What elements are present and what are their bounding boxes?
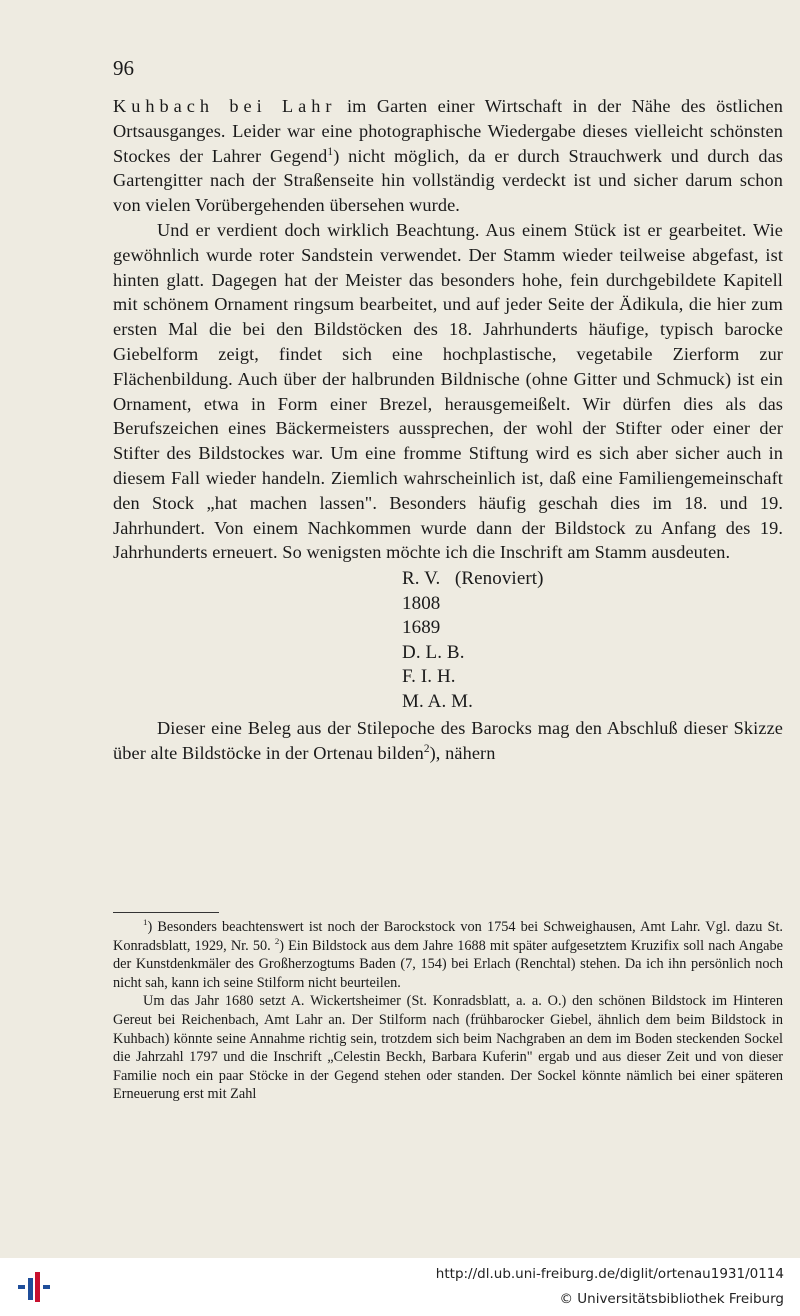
body-text <box>113 94 783 766</box>
paragraph-3 <box>113 716 783 766</box>
footnote-ref-2[interactable]: 2 <box>423 742 430 755</box>
page-number: 96 <box>113 56 134 80</box>
footnote-marker-2: 2 <box>274 935 280 946</box>
inscription-line: R. V. (Renoviert) <box>402 568 544 590</box>
inscription-line: M. A. M. <box>402 690 474 712</box>
footnote-ref-1[interactable]: 1 <box>327 145 334 158</box>
ub-freiburg-logo-icon[interactable] <box>14 1266 54 1308</box>
paragraph-3-text-a: Dieser eine Beleg aus der Stilepoche des Barocks mag den Abschluß dieser Skizze über alte Bildstöcke in der Ortenau bilden <box>113 718 783 763</box>
footnote-1 <box>113 918 783 992</box>
footnotes <box>113 918 783 1104</box>
inscription-block <box>402 567 783 714</box>
footnote-continuation: Um das Jahr 1680 setzt A. Wickertsheimer (St. Konradsblatt, a. a. O.) den schönen Bildstock im Hinteren Gereut bei Reichenbach, Amt Lahr an. Der Stilform nach (frühbarocker Giebel, ähnlich dem beim Bildstock in Kuhbach) könnte seine Annahme richtig sein, trotzdem sich beim Nachgraben an dem im Boden steckenden Sockel die Jahrzahl 1797 und die Inschrift „Celestin Beckh, Barbara Kuferin" ergab und aus dieser Zeit und von dieser Familie noch ein paar Stöcke in der Gegend stehen oder standen. Der Sockel könnte nämlich bei einer späteren Erneuerung erst mit Zahl <box>113 993 783 1103</box>
footnote-marker-1: 1 <box>143 917 148 928</box>
paragraph-3-text-b: ), nähern <box>429 742 496 763</box>
inscription-line: F. I. H. <box>402 666 456 688</box>
inscription-line: 1689 <box>402 617 441 639</box>
paragraph-1 <box>113 94 783 218</box>
footnote-1-text: ) Besonders beachtenswert ist noch der Barockstock von 1754 bei Schweighausen, Amt Lahr. Vgl. dazu St. Konradsblatt, 1929, Nr. 50. <box>113 919 783 954</box>
spaced-place-name: Kuhbach bei Lahr <box>113 96 337 116</box>
viewer-footer <box>0 1258 800 1316</box>
footnote-divider <box>113 912 219 913</box>
paragraph-2: Und er verdient doch wirklich Beachtung. Aus einem Stück ist er gearbeitet. Wie gewöhnlich wurde roter Sandstein verwendet. Der Stamm wieder teilweise abgefast, ist hinten glatt. Dagegen hat der Meister das besonders hohe, fein durchgebildete Kapitell mit schönem Ornament ringsum bearbeitet, und auf jeder Seite der Ädikula, die hier zum ersten Mal die bei den Bildstöcken des 18. Jahrhunderts häufige, typisch barocke Giebelform zeigt, findet sich eine hochplastische, vegetabile Zierform zur Flächenbildung. Auch über der halbrunden Bildnische (ohne Gitter und Schmuck) ist ein Ornament, etwa in Form einer Brezel, herausgemeißelt. Wir dürfen dies als das Berufszeichen eines Bäckermeisters aussprechen, der wohl der Stifter oder einer der Stifter des Bildstockes war. Um eine fromme Stiftung wird es sich aber sicher auch in diesem Fall wieder handeln. Ziemlich wahrscheinlich ist, daß eine Familiengemeinschaft den Stock „hat machen lassen". Besonders häufig geschah dies im 18. und 19. Jahrhundert. Von einem Nachkommen wurde dann der Bildstock zu Anfang des 19. Jahrhunderts erneuert. So wenigsten möchte ich die Inschrift am Stamm ausdeuten. <box>113 219 783 563</box>
footnote-2-text: ) Ein Bildstock aus dem Jahre 1688 mit später aufgesetztem Kruzifix soll nach Angabe der Kunstdenkmäler des Großherzogtums Baden (7, 154) bei Erlach (Renchtal) stehen. Da ich ihn persönlich noch nicht sah, kann ich seine Stilform nicht beurteilen. <box>113 937 783 991</box>
source-url-link[interactable]: http://dl.ub.uni-freiburg.de/diglit/ortenau1931/0114 <box>435 1266 784 1282</box>
inscription-line: D. L. B. <box>402 641 465 663</box>
paragraph-1-text-b: ) nicht möglich, da er durch Strauchwerk und durch das Gartengitter nach der Straßenseite hin vollständig verdeckt ist und sicher darum schon von vielen Vorübergehenden übersehen wurde. <box>113 145 783 216</box>
copyright-notice: © Universitätsbibliothek Freiburg <box>559 1291 784 1307</box>
paragraph-1-text-a: im Garten einer Wirtschaft in der Nähe des östlichen Ortsausganges. Leider war eine photographische Wiedergabe dieses vielleicht schönsten Stockes der Lahrer Gegend <box>113 96 783 166</box>
inscription-line: 1808 <box>402 592 441 614</box>
